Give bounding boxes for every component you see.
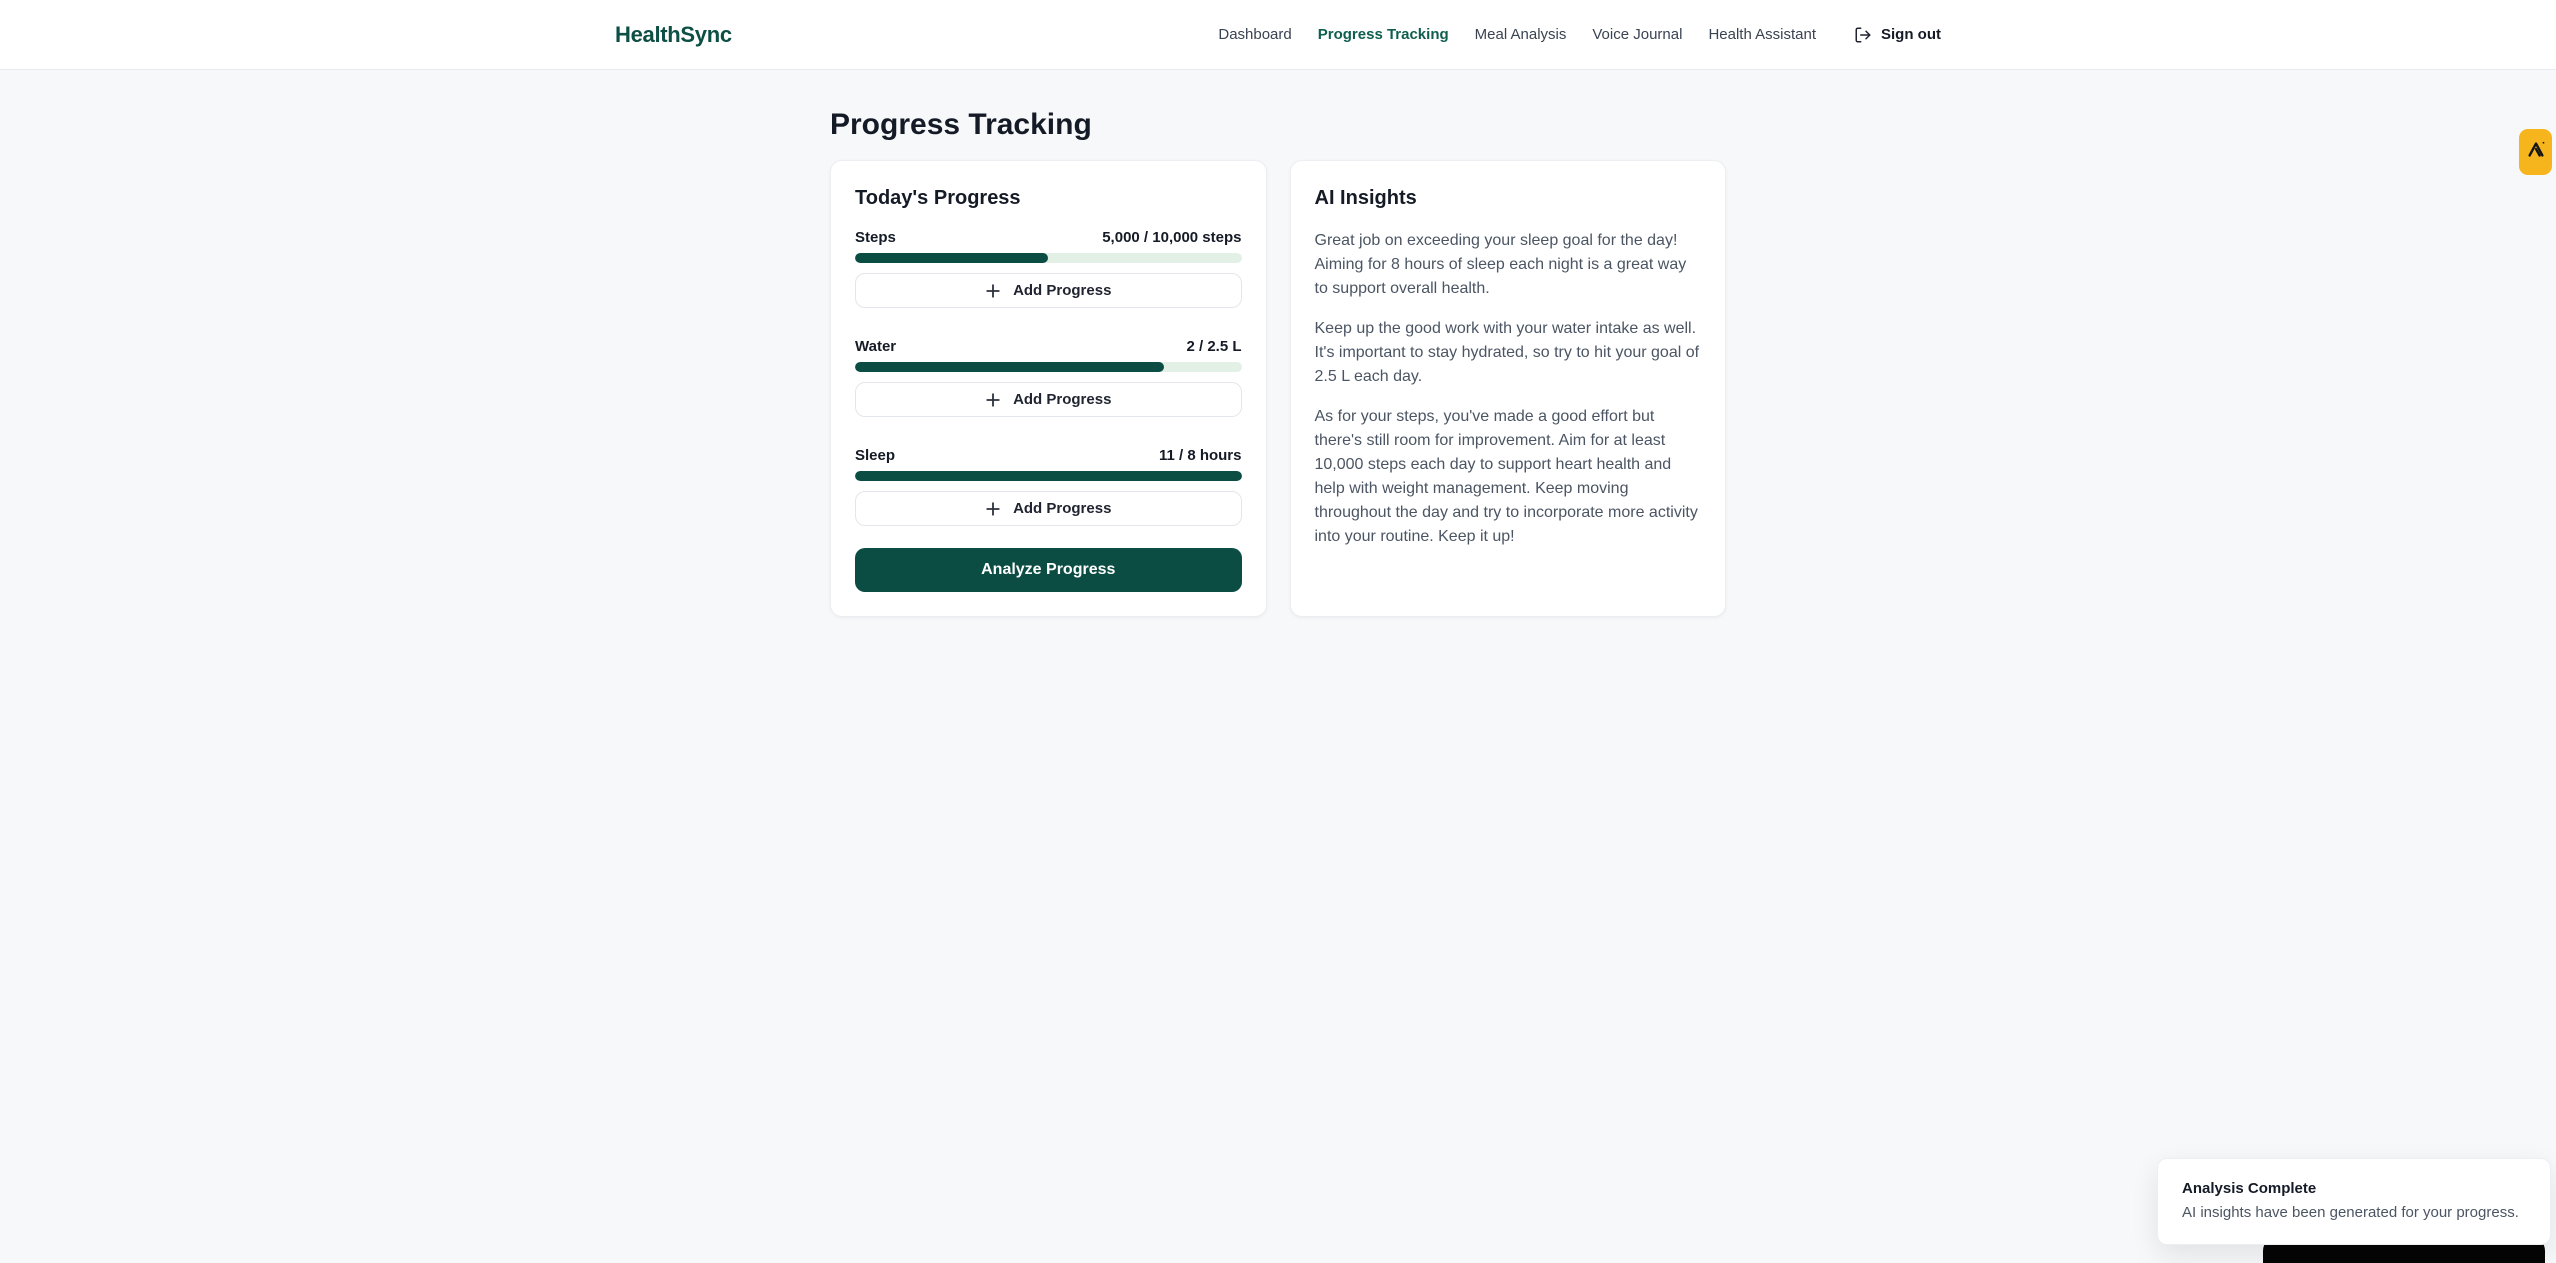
signout-button[interactable]: [1854, 26, 1941, 44]
insight-paragraph: Great job on exceeding your sleep goal for the day! Aiming for 8 hours of sleep each night is a great way to support overall health.: [1314, 232, 1687, 297]
add-progress-label: Add Progress: [1013, 282, 1112, 299]
analyze-progress-button[interactable]: Analyze Progress: [855, 548, 1242, 592]
metric-steps-header: [855, 229, 1242, 246]
metric-sleep-value: 11 / 8 hours: [1158, 447, 1242, 464]
sleep-progress-fill: [855, 471, 1242, 481]
top-navbar: [0, 0, 2556, 70]
nav-item-meal-analysis[interactable]: Meal Analysis: [1474, 26, 1567, 43]
badge-logo-icon: [2525, 139, 2547, 166]
nav-item-voice-journal[interactable]: Voice Journal: [1592, 26, 1683, 43]
ai-insights-card: [1290, 160, 1727, 617]
nav-links: [1218, 26, 1941, 44]
metric-sleep: [855, 447, 1242, 526]
metric-sleep-label: Sleep: [855, 447, 896, 464]
progress-card-title: Today's Progress: [855, 187, 1021, 209]
add-progress-label: Add Progress: [1013, 391, 1112, 408]
add-progress-label: Add Progress: [1013, 500, 1112, 517]
cards-row: [830, 160, 1726, 617]
toast-notification: [2157, 1158, 2551, 1245]
insights-card-title: AI Insights: [1314, 187, 1417, 209]
metric-steps-label: Steps: [855, 229, 896, 246]
insight-paragraph: Keep up the good work with your water intake as well. It's important to stay hydrated, so try to hit your goal of 2.5 L each day.: [1314, 320, 1700, 385]
metric-water-label: Water: [855, 338, 897, 355]
logout-icon: [1854, 26, 1872, 44]
add-progress-button-steps[interactable]: [855, 273, 1242, 308]
water-progress-bar: [855, 362, 1242, 372]
todays-progress-card: [830, 160, 1267, 617]
metric-water-header: [855, 338, 1242, 355]
side-badge-button[interactable]: [2519, 129, 2552, 175]
water-progress-fill: [855, 362, 1164, 372]
navbar-inner: [615, 0, 1941, 69]
main-content: [830, 106, 1726, 617]
plus-icon: [985, 392, 1001, 408]
toast-message: AI insights have been generated for your progress.: [2182, 1204, 2519, 1221]
nav-item-progress-tracking[interactable]: Progress Tracking: [1317, 26, 1449, 43]
add-progress-button-sleep[interactable]: [855, 491, 1242, 526]
metric-water-value: 2 / 2.5 L: [1186, 338, 1242, 355]
toast-title: Analysis Complete: [2182, 1180, 2317, 1197]
metric-sleep-header: [855, 447, 1242, 464]
nav-item-dashboard[interactable]: Dashboard: [1218, 26, 1292, 43]
plus-icon: [985, 501, 1001, 517]
nav-item-health-assistant[interactable]: Health Assistant: [1708, 26, 1816, 43]
steps-progress-fill: [855, 253, 1048, 263]
metric-steps-value: 5,000 / 10,000 steps: [1102, 229, 1242, 246]
plus-icon: [985, 283, 1001, 299]
signout-label: Sign out: [1881, 26, 1941, 43]
metric-water: [855, 338, 1242, 417]
add-progress-button-water[interactable]: [855, 382, 1242, 417]
metric-steps: [855, 229, 1242, 308]
sleep-progress-bar: [855, 471, 1242, 481]
page-title: Progress Tracking: [830, 108, 1092, 141]
brand-logo[interactable]: HealthSync: [615, 21, 732, 47]
steps-progress-bar: [855, 253, 1242, 263]
insight-paragraph: As for your steps, you've made a good effort but there's still room for improvement. Aim for at least 10,000 steps each day to support heart health and help with weight management. Keep moving throughout the day and try to incorporate more activity into your routine. Keep it up!: [1314, 408, 1698, 545]
